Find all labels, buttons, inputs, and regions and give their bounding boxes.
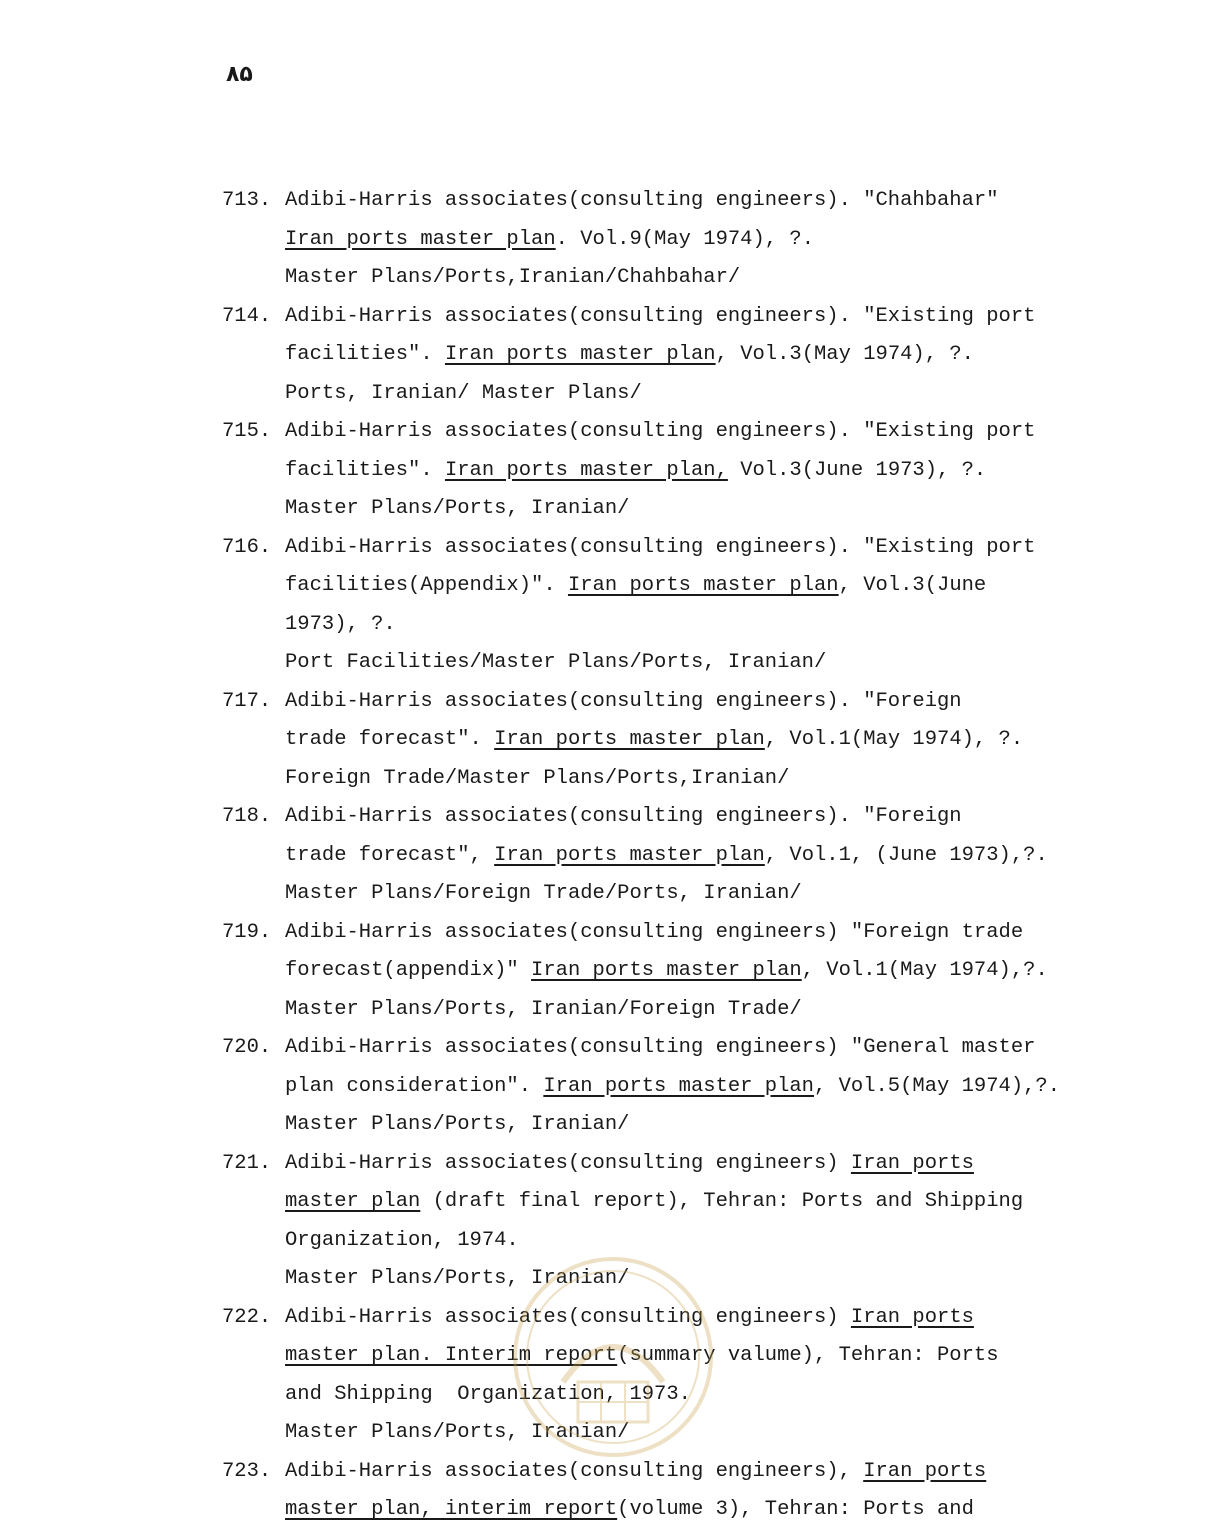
entry-number: 715.: [222, 420, 272, 443]
entry-line: [222, 1223, 1102, 1262]
entry-title-underlined: Iran ports master plan,: [444, 458, 728, 482]
entry-number: 720.: [222, 1036, 272, 1059]
bibliography-entry: [222, 299, 1102, 415]
entry-line: [222, 260, 1102, 299]
entry-text: plan consideration".: [285, 1074, 544, 1098]
entry-line: [222, 1107, 1102, 1146]
bibliography-list: [222, 183, 1102, 1531]
entry-number: 716.: [222, 535, 272, 559]
entry-title-underlined: Iran ports: [850, 1151, 974, 1175]
entry-title-underlined: master plan: [285, 1190, 421, 1213]
entry-line: [222, 1069, 1102, 1108]
entry-title-underlined: Iran ports master plan: [494, 728, 765, 751]
entry-line: [222, 1377, 1102, 1416]
entry-title-underlined: Iran ports master plan: [531, 959, 802, 982]
entry-line: [222, 876, 1102, 915]
entry-line: [222, 1030, 1102, 1069]
bibliography-entry: [222, 1030, 1102, 1146]
bibliography-entry: [222, 915, 1102, 1031]
entry-line: [222, 1454, 1102, 1493]
bibliography-entry: [222, 1146, 1102, 1300]
entry-line: [222, 645, 1102, 684]
entry-line: [222, 992, 1102, 1031]
entry-number: 714.: [222, 304, 272, 328]
bibliography-entry: [222, 530, 1102, 684]
entry-text: Master Plans/Ports, Iranian/: [285, 1267, 630, 1290]
bibliography-entry: [222, 414, 1102, 530]
entry-line: [222, 1300, 1102, 1339]
entry-text: , Vol.3(May 1974), ?.: [715, 343, 974, 366]
entry-text: Adibi-Harris associates(consulting engineers). "Chahbahar": [285, 189, 999, 212]
entry-number: 723.: [222, 1459, 272, 1483]
entry-text: , Vol.1(May 1974), ?.: [764, 728, 1024, 751]
entry-text: Adibi-Harris associates(consulting engineers). "Existing port: [285, 420, 1036, 443]
entry-title-underlined: Iran ports master plan: [567, 574, 839, 597]
entry-text: facilities".: [285, 343, 445, 366]
entry-line: [222, 376, 1102, 415]
entry-line: [222, 222, 1102, 261]
entry-text: . Vol.9(May 1974), ?.: [555, 227, 814, 251]
entry-line: [222, 299, 1102, 338]
entry-line: [222, 1338, 1102, 1377]
entry-text: Adibi-Harris associates(consulting engineers) "Foreign trade: [285, 920, 1024, 944]
entry-text: Adibi-Harris associates(consulting engineers): [285, 1151, 851, 1175]
entry-text: Organization, 1974.: [285, 1228, 519, 1252]
entry-title-underlined: Iran ports master plan: [444, 343, 716, 366]
entry-text: , Vol.1, (June 1973),?.: [764, 843, 1048, 867]
entry-text: Adibi-Harris associates(consulting engineers). "Existing port: [285, 304, 1036, 328]
entry-text: Master Plans/Ports, Iranian/: [285, 1421, 630, 1444]
entry-text: Master Plans/Ports, Iranian/Foreign Trade/: [285, 997, 802, 1021]
entry-line: [222, 183, 1102, 222]
entry-line: [222, 1261, 1102, 1300]
entry-text: , Vol.3(June: [838, 574, 987, 597]
entry-text: 1973), ?.: [285, 612, 396, 636]
entry-line: [222, 530, 1102, 569]
bibliography-entry: [222, 799, 1102, 915]
entry-text: forecast(appendix)": [285, 959, 532, 982]
entry-line: [222, 684, 1102, 723]
entry-text: (draft final report), Tehran: Ports and Shipping: [420, 1190, 1024, 1213]
entry-text: facilities(Appendix)".: [285, 574, 568, 597]
entry-line: [222, 722, 1102, 761]
entry-line: [222, 1184, 1102, 1223]
entry-text: (summary valume), Tehran: Ports: [617, 1344, 999, 1367]
bibliography-entry: [222, 1300, 1102, 1454]
entry-line: [222, 491, 1102, 530]
entry-line: [222, 799, 1102, 838]
entry-text: Master Plans/Ports, Iranian/: [285, 1113, 630, 1136]
entry-text: Port Facilities/Master Plans/Ports, Iranian/: [285, 651, 827, 674]
entry-number: 717.: [222, 689, 272, 713]
entry-text: Adibi-Harris associates(consulting engineers). "Existing port: [285, 535, 1036, 559]
entry-text: Foreign Trade/Master Plans/Ports,Iranian/: [285, 766, 790, 790]
page-number: ۸۵: [226, 62, 253, 87]
entry-title-underlined: Iran ports master plan: [285, 227, 556, 251]
entry-line: [222, 414, 1102, 453]
entry-line: [222, 838, 1102, 877]
entry-text: Master Plans/Ports, Iranian/: [285, 497, 630, 520]
entry-text: (volume 3), Tehran: Ports and: [617, 1498, 974, 1521]
entry-text: Vol.3(June 1973), ?.: [727, 458, 987, 482]
entry-text: Master Plans/Ports,Iranian/Chahbahar/: [285, 266, 741, 289]
entry-line: [222, 761, 1102, 800]
entry-text: Adibi-Harris associates(consulting engineers). "Foreign: [285, 689, 962, 713]
entry-number: 719.: [222, 920, 272, 944]
entry-text: , Vol.5(May 1974),?.: [814, 1074, 1061, 1098]
entry-line: [222, 568, 1102, 607]
entry-title-underlined: master plan. Interim report: [285, 1344, 618, 1367]
entry-text: Ports, Iranian/ Master Plans/: [285, 381, 642, 405]
entry-line: [222, 953, 1102, 992]
entry-title-underlined: Iran ports master plan: [543, 1074, 814, 1098]
entry-text: Adibi-Harris associates(consulting engineers). "Foreign: [285, 805, 962, 828]
entry-line: [222, 1492, 1102, 1531]
entry-line: [222, 915, 1102, 954]
entry-number: 722.: [222, 1305, 272, 1329]
entry-text: trade forecast".: [285, 728, 495, 751]
entry-text: trade forecast",: [285, 843, 495, 867]
entry-line: [222, 1146, 1102, 1185]
entry-title-underlined: Iran ports master plan: [494, 843, 765, 867]
entry-text: Adibi-Harris associates(consulting engineers) "General master: [285, 1036, 1036, 1059]
entry-line: [222, 1415, 1102, 1454]
entry-text: Master Plans/Foreign Trade/Ports, Iranian/: [285, 882, 802, 905]
entry-line: [222, 453, 1102, 492]
bibliography-entry: [222, 1454, 1102, 1531]
entry-text: Adibi-Harris associates(consulting engineers): [285, 1305, 851, 1329]
entry-number: 713.: [222, 189, 272, 212]
entry-text: , Vol.1(May 1974),?.: [801, 959, 1048, 982]
entry-text: and Shipping Organization, 1973.: [285, 1382, 691, 1406]
entry-text: Adibi-Harris associates(consulting engineers),: [285, 1459, 864, 1483]
entry-number: 718.: [222, 805, 272, 828]
bibliography-entry: [222, 183, 1102, 299]
entry-title-underlined: Iran ports: [863, 1459, 987, 1483]
entry-title-underlined: master plan, interim report: [285, 1498, 618, 1521]
entry-text: facilities".: [285, 458, 445, 482]
entry-title-underlined: Iran ports: [850, 1305, 974, 1329]
entry-number: 721.: [222, 1151, 272, 1175]
entry-line: [222, 337, 1102, 376]
entry-line: [222, 607, 1102, 646]
bibliography-entry: [222, 684, 1102, 800]
